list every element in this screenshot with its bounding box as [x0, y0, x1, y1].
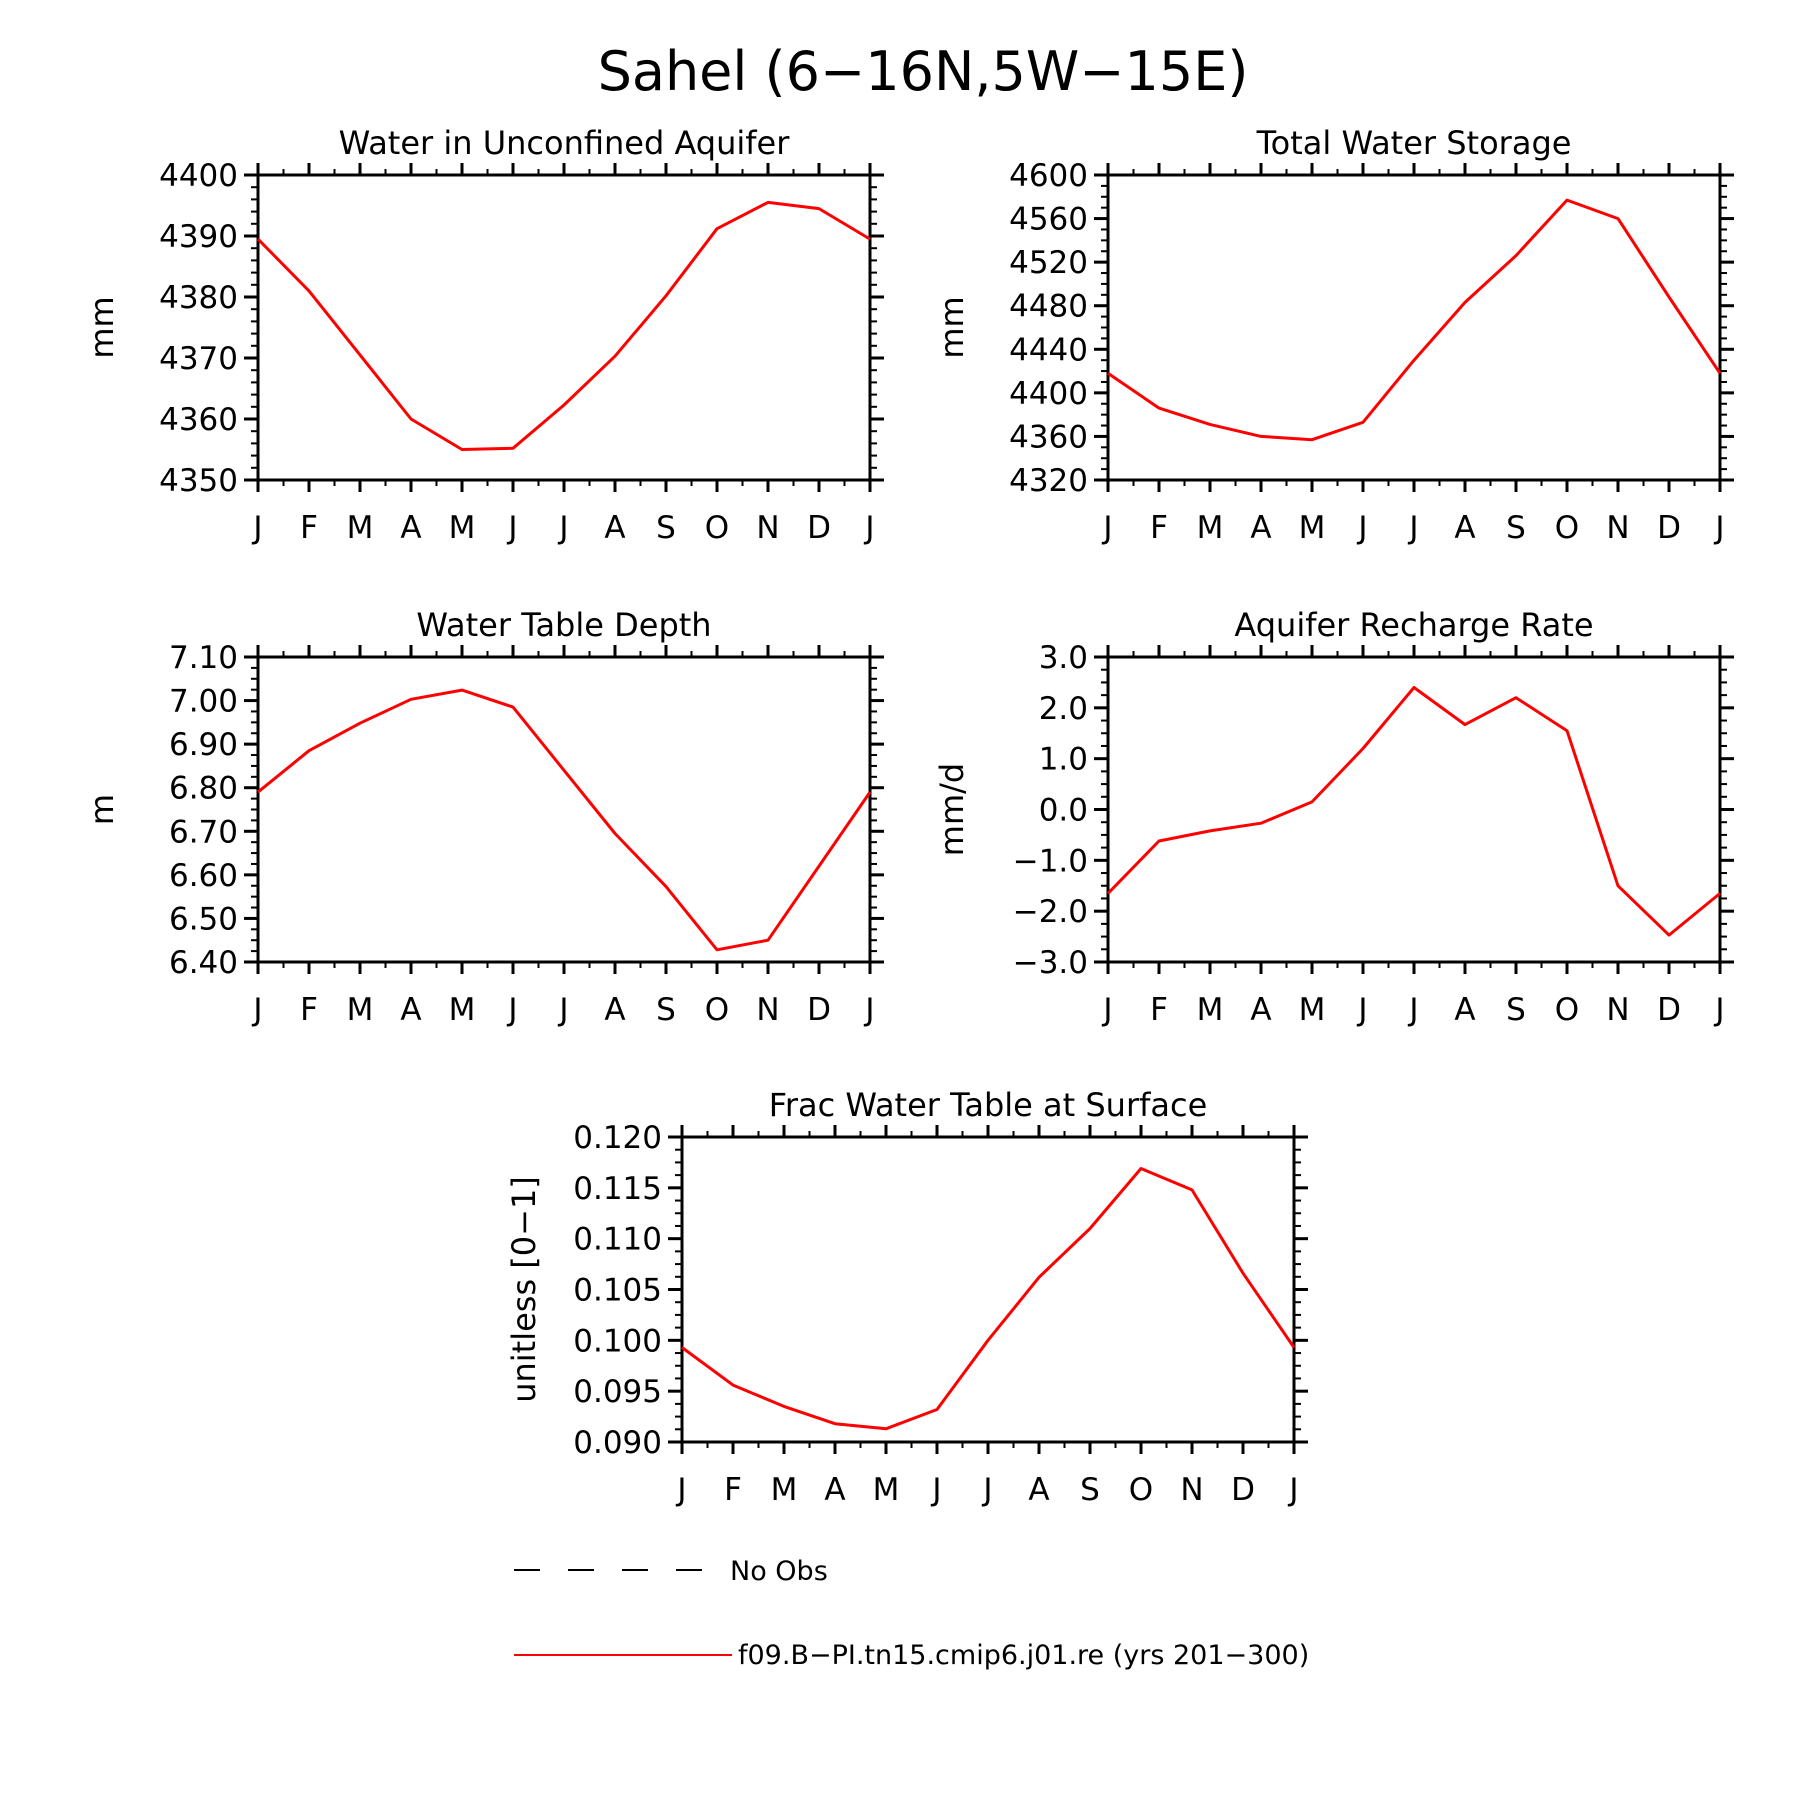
y-tick-label: 4600	[1009, 158, 1088, 194]
x-tick-label: N	[1180, 1472, 1204, 1508]
plot-frame	[258, 175, 870, 480]
y-tick-label: 0.090	[573, 1425, 662, 1461]
x-tick-label: M	[1298, 992, 1326, 1028]
y-tick-label: 0.105	[573, 1272, 662, 1309]
x-tick-label: A	[604, 992, 626, 1028]
x-tick-label: S	[1080, 1472, 1100, 1508]
x-tick-label: A	[1454, 510, 1476, 546]
y-tick-label: −3.0	[1012, 945, 1088, 981]
x-tick-label: J	[559, 510, 569, 546]
y-tick-label: 6.50	[168, 901, 238, 938]
chart-panels	[83, 124, 1734, 1508]
x-tick-label: M	[346, 992, 374, 1028]
series-line	[258, 690, 870, 950]
y-tick-label: 6.60	[168, 857, 238, 894]
chart-panel-2	[933, 124, 1734, 546]
x-tick-label: J	[1358, 992, 1368, 1028]
x-tick-label: M	[872, 1472, 900, 1508]
x-tick-label: S	[656, 510, 676, 546]
x-tick-label: M	[448, 510, 476, 546]
chart-panel-4	[933, 606, 1734, 1028]
x-tick-label: J	[1715, 992, 1725, 1028]
x-tick-label: J	[1409, 992, 1419, 1028]
x-tick-label: J	[1715, 510, 1725, 546]
x-tick-label: O	[1554, 510, 1580, 546]
chart-panel-3	[83, 606, 884, 1028]
x-tick-label: J	[983, 1472, 993, 1508]
x-tick-label: A	[604, 510, 626, 546]
y-tick-label: 6.70	[168, 814, 238, 851]
x-tick-label: O	[1554, 992, 1580, 1028]
y-axis-label: mm	[933, 296, 971, 359]
y-tick-label: 4560	[1009, 201, 1088, 238]
y-tick-label: 4400	[1009, 375, 1088, 412]
x-tick-label: M	[1196, 510, 1224, 546]
y-tick-label: 4480	[1009, 288, 1088, 325]
y-tick-label: 4440	[1009, 332, 1088, 369]
figure-title: Sahel (6−16N,5W−15E)	[597, 40, 1249, 103]
y-tick-label: 4350	[159, 463, 238, 499]
x-tick-label: J	[253, 510, 263, 546]
x-tick-label: A	[400, 510, 422, 546]
x-tick-label: J	[865, 992, 875, 1028]
y-tick-label: 4370	[159, 341, 238, 377]
x-tick-label: J	[932, 1472, 942, 1508]
series-line	[1108, 688, 1720, 936]
x-tick-label: F	[1150, 510, 1168, 546]
x-tick-label: M	[1298, 510, 1326, 546]
x-tick-label: F	[300, 510, 318, 546]
x-tick-label: J	[1358, 510, 1368, 546]
series-line	[682, 1169, 1294, 1429]
x-tick-label: D	[807, 992, 831, 1028]
x-tick-label: S	[1506, 992, 1526, 1028]
x-tick-label: N	[756, 992, 780, 1028]
x-tick-label: A	[400, 992, 422, 1028]
y-tick-label: 7.00	[168, 683, 238, 720]
y-tick-label: 0.095	[573, 1374, 662, 1411]
x-tick-label: F	[1150, 992, 1168, 1028]
x-tick-label: A	[824, 1472, 846, 1508]
legend-label-model: f09.B−PI.tn15.cmip6.j01.re (yrs 201−300)	[738, 1640, 1310, 1671]
x-tick-label: D	[807, 510, 831, 546]
y-tick-label: −1.0	[1012, 843, 1088, 880]
x-tick-label: N	[1606, 510, 1630, 546]
x-tick-label: M	[1196, 992, 1224, 1028]
y-tick-label: 1.0	[1038, 741, 1088, 778]
x-tick-label: O	[704, 510, 730, 546]
x-tick-label: J	[253, 992, 263, 1028]
x-tick-label: M	[448, 992, 476, 1028]
x-tick-label: F	[300, 992, 318, 1028]
x-tick-label: J	[1103, 510, 1113, 546]
panel-title: Aquifer Recharge Rate	[1234, 606, 1594, 644]
plot-frame	[258, 657, 870, 962]
y-tick-label: 6.90	[168, 727, 238, 764]
x-tick-label: J	[1409, 510, 1419, 546]
x-tick-label: O	[1128, 1472, 1154, 1508]
y-axis-label: unitless [0−1]	[505, 1176, 543, 1403]
plot-frame	[682, 1137, 1294, 1442]
x-tick-label: J	[1103, 992, 1113, 1028]
legend	[514, 1556, 1309, 1671]
x-tick-label: A	[1250, 510, 1272, 546]
series-line	[258, 202, 870, 449]
x-tick-label: A	[1454, 992, 1476, 1028]
panel-title: Frac Water Table at Surface	[768, 1086, 1208, 1124]
y-axis-label: mm	[83, 296, 121, 359]
y-tick-label: 4400	[159, 158, 238, 194]
x-tick-label: M	[346, 510, 374, 546]
x-tick-label: S	[1506, 510, 1526, 546]
y-tick-label: 4320	[1009, 463, 1088, 499]
y-axis-label: m	[83, 793, 121, 826]
x-tick-label: J	[508, 992, 518, 1028]
plot-frame	[1108, 175, 1720, 480]
y-tick-label: 3.0	[1038, 640, 1088, 676]
x-tick-label: N	[1606, 992, 1630, 1028]
x-tick-label: D	[1657, 510, 1681, 546]
y-tick-label: 4520	[1009, 245, 1088, 282]
y-tick-label: 2.0	[1038, 690, 1088, 727]
chart-panel-1	[83, 124, 884, 546]
x-tick-label: A	[1250, 992, 1272, 1028]
x-tick-label: F	[724, 1472, 742, 1508]
y-tick-label: 7.10	[168, 640, 238, 676]
y-tick-label: 0.0	[1038, 792, 1088, 829]
plot-frame	[1108, 657, 1720, 962]
x-tick-label: J	[508, 510, 518, 546]
panel-title: Total Water Storage	[1256, 124, 1572, 162]
y-tick-label: 0.120	[573, 1120, 662, 1156]
x-tick-label: O	[704, 992, 730, 1028]
chart-panel-5	[505, 1086, 1308, 1508]
x-tick-label: J	[677, 1472, 687, 1508]
y-tick-label: 4360	[159, 402, 238, 438]
y-tick-label: 4380	[159, 280, 238, 316]
y-tick-label: 0.115	[573, 1170, 662, 1207]
legend-label-no-obs: No Obs	[730, 1556, 828, 1587]
y-tick-label: 4360	[1009, 419, 1088, 456]
panel-title: Water Table Depth	[416, 606, 712, 644]
y-tick-label: 4390	[159, 219, 238, 255]
x-tick-label: N	[756, 510, 780, 546]
x-tick-label: M	[770, 1472, 798, 1508]
x-tick-label: J	[559, 992, 569, 1028]
x-tick-label: J	[1289, 1472, 1299, 1508]
x-tick-label: J	[865, 510, 875, 546]
y-tick-label: 0.110	[573, 1221, 662, 1258]
x-tick-label: S	[656, 992, 676, 1028]
y-tick-label: −2.0	[1012, 894, 1088, 931]
series-line	[1108, 200, 1720, 440]
y-tick-label: 0.100	[573, 1323, 662, 1360]
x-tick-label: D	[1657, 992, 1681, 1028]
y-tick-label: 6.80	[168, 770, 238, 807]
x-tick-label: A	[1028, 1472, 1050, 1508]
panel-title: Water in Unconfined Aquifer	[338, 124, 790, 162]
x-tick-label: D	[1231, 1472, 1255, 1508]
y-axis-label: mm/d	[933, 762, 971, 857]
y-tick-label: 6.40	[168, 945, 238, 981]
